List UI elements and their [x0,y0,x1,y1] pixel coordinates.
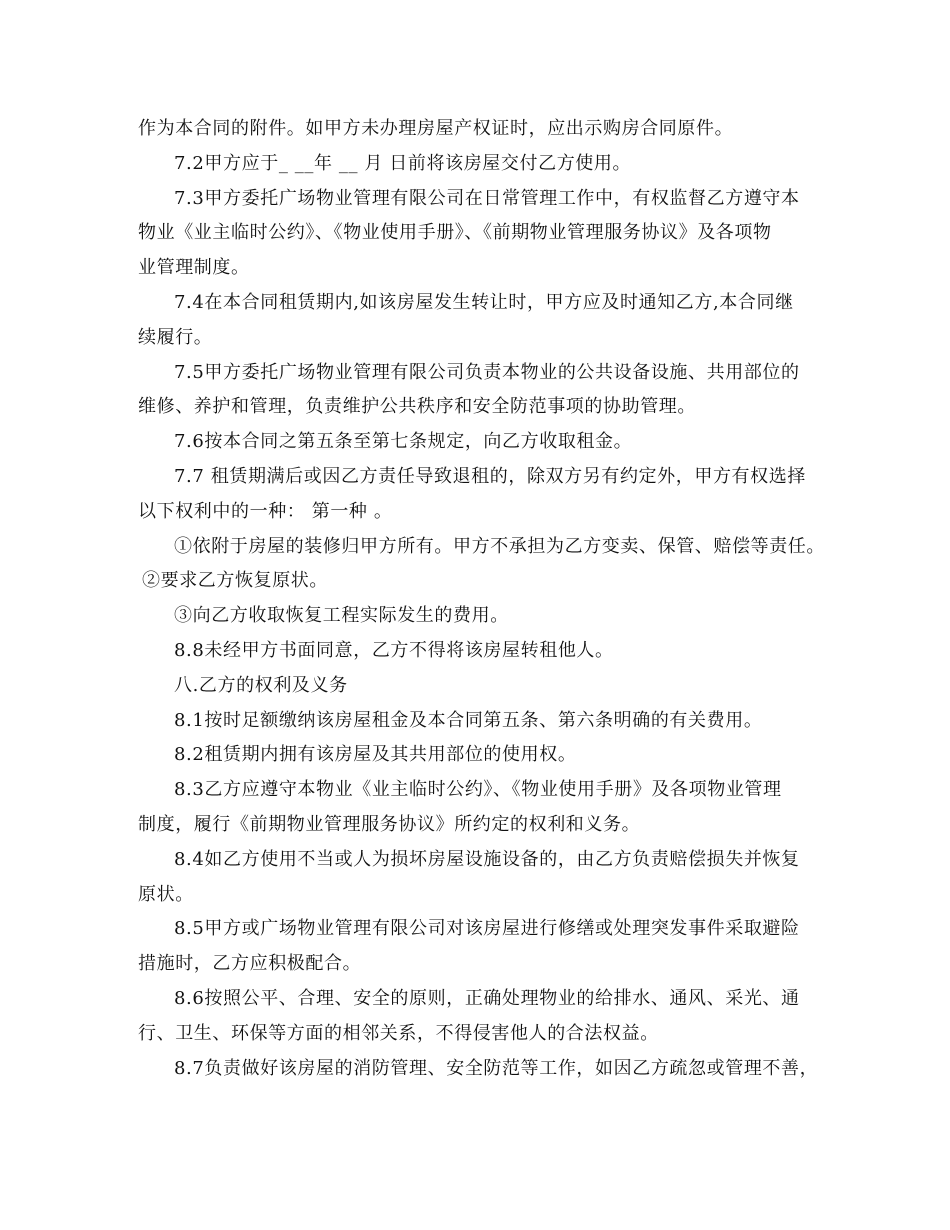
text-line: ①依附于房屋的装修归甲方所有。甲方不承担为乙方变卖、保管、赔偿等责任。 [174,535,825,557]
text-line: 8.4如乙方使用不当或人为损坏房屋设施设备的，由乙方负责赔偿损失并恢复 [174,848,800,870]
text-line: ③向乙方收取恢复工程实际发生的费用。 [174,605,509,627]
document-body [138,112,825,1086]
text-line: 制度，履行《前期物业管理服务协议》所约定的权利和义务。 [138,813,641,835]
text-line: 业管理制度。 [138,257,250,279]
text-line: 措施时，乙方应积极配合。 [138,953,362,975]
text-line: 八.乙方的权利及义务 [174,674,348,696]
text-line: 7.2甲方应于_ __年 __ 月 日前将该房屋交付乙方使用。 [174,152,632,174]
text-line: 8.1按时足额缴纳该房屋租金及本合同第五条、第六条明确的有关费用。 [174,709,763,731]
text-line: 7.4在本合同租赁期内,如该房屋发生转让时，甲方应及时通知乙方,本合同继 [174,291,794,313]
text-line: 8.2租赁期内拥有该房屋及其共用部位的使用权。 [174,744,577,766]
text-line: 维修、养护和管理，负责维护公共秩序和安全防范事项的协助管理。 [138,396,696,418]
text-line: 以下权利中的一种： 第一种 。 [138,500,393,522]
text-line: ②要求乙方恢复原状。 [142,570,328,592]
text-line: 物业《业主临时公约》、《物业使用手册》、《前期物业管理服务协议》及各项物 [138,222,772,244]
text-line: 行、卫生、环保等方面的相邻关系，不得侵害他人的合法权益。 [138,1022,659,1044]
text-line: 7.6按本合同之第五条至第七条规定，向乙方收取租金。 [174,431,633,453]
text-line: 续履行。 [138,326,213,348]
text-line: 8.8未经甲方书面同意，乙方不得将该房屋转租他人。 [174,639,614,661]
text-line: 7.3甲方委托广场物业管理有限公司在日常管理工作中，有权监督乙方遵守本 [174,187,800,209]
text-line: 8.6按照公平、合理、安全的原则，正确处理物业的给排水、通风、采光、通 [174,987,800,1009]
text-line: 8.7负责做好该房屋的消防管理、安全防范等工作，如因乙方疏忽或管理不善， [174,1057,819,1079]
text-line: 7.5甲方委托广场物业管理有限公司负责本物业的公共设备设施、共用部位的 [174,361,800,383]
text-line: 8.5甲方或广场物业管理有限公司对该房屋进行修缮或处理突发事件采取避险 [174,918,800,940]
text-line: 7.7 租赁期满后或因乙方责任导致退租的，除双方另有约定外，甲方有权选择 [174,465,806,487]
text-line: 原状。 [138,883,194,905]
text-line: 作为本合同的附件。如甲方未办理房屋产权证时，应出示购房合同原件。 [138,118,734,139]
text-line: 8.3乙方应遵守本物业《业主临时公约》、《物业使用手册》及各项物业管理 [174,779,782,801]
